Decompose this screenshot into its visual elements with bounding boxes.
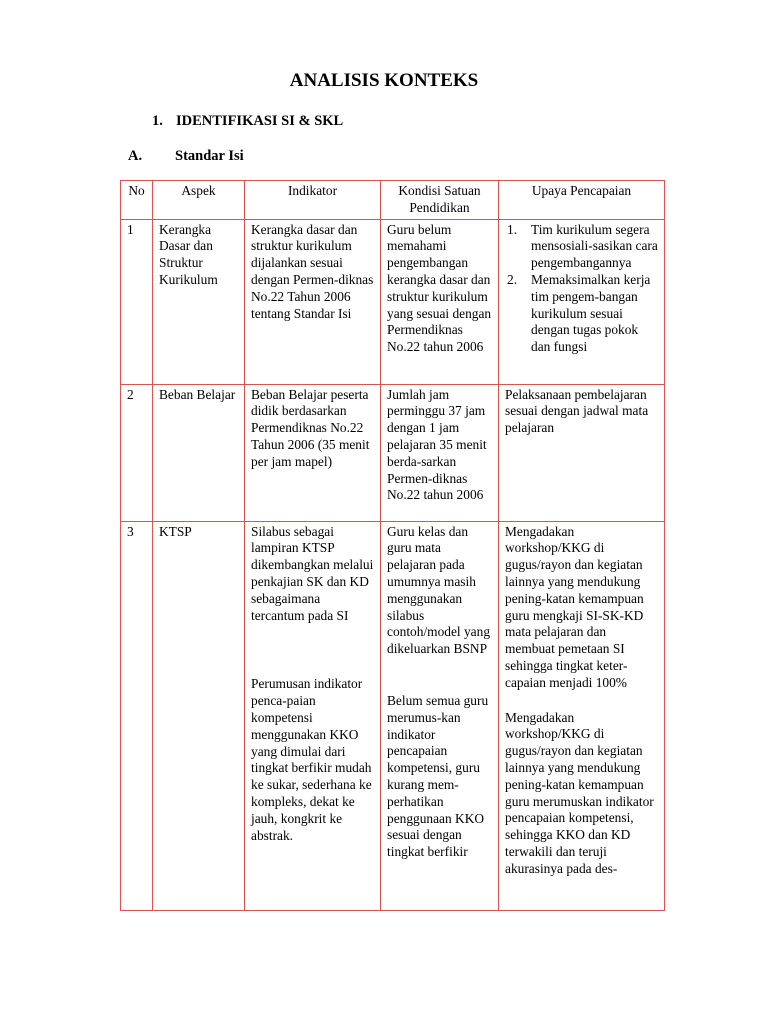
subsection-label: Standar Isi [175,148,244,164]
cell-indikator: Kerangka dasar dan struktur kurikulum dijalankan sesuai dengan Permen-diknas No.22 Tahun 2006 tentang Standar Isi [245,219,381,384]
section-label: IDENTIFIKASI SI & SKL [176,113,344,129]
cell-upaya: Pelaksanaan pembelajaran sesuai dengan jadwal mata pelajaran [499,384,665,521]
upaya-text-2: Mengadakan workshop/KKG di gugus/rayon dan kegiatan lainnya yang mendukung pening-katan kemampuan guru merumuskan indikator pencapaian kompetensi, sehingga KKO dan KD terwakili dan teruji akurasinya pada des- [505,709,654,876]
list-item [505,272,658,356]
list-item-text: Memaksimalkan kerja tim pengem-bangan kurikulum sesuai dengan tugas pokok dan fungsi [531,271,651,355]
cell-kondisi [381,521,499,910]
header-aspek: Aspek [153,181,245,220]
header-upaya: Upaya Pencapaian [499,181,665,220]
table-header-row [121,181,665,220]
cell-indikator [245,521,381,910]
cell-upaya [499,219,665,384]
cell-aspek: Beban Belajar [153,384,245,521]
list-item-number: 2. [507,271,518,287]
header-no: No [121,181,153,220]
table-row [121,219,665,384]
indikator-text-1: Silabus sebagai lampiran KTSP dikembangkan melalui penkajian SK dan KD sebagaimana tercantum pada SI [251,523,374,623]
section-number: 1. [152,113,163,129]
list-item-text: Tim kurikulum segera mensosiali-sasikan cara pengembangannya [531,221,658,271]
standar-isi-table [120,180,665,911]
upaya-list [505,222,658,356]
indikator-text-2: Perumusan indikator penca-paian kompetensi menggunakan KKO yang dimulai dari tingkat berfikir mudah ke sukar, sederhana ke kompleks, dekat ke jauh, kongkrit ke abstrak. [251,676,372,843]
cell-upaya [499,521,665,910]
cell-indikator: Beban Belajar peserta didik berdasarkan Permendiknas No.22 Tahun 2006 (35 menit per jam mapel) [245,384,381,521]
upaya-text-1: Mengadakan workshop/KKG di gugus/rayon dan kegiatan lainnya yang mendukung pening-katan kemampuan guru mengkaji SI-SK-KD mata pelajaran dan membuat pemetaan SI sehingga tingkat keter-capaian menjadi 100% [505,523,644,690]
cell-kondisi: Guru belum memahami pengembangan kerangka dasar dan struktur kurikulum yang sesuai dengan Permendiknas No.22 tahun 2006 [381,219,499,384]
document-title: ANALISIS KONTEKS [289,70,479,91]
cell-aspek: Kerangka Dasar dan Struktur Kurikulum [153,219,245,384]
cell-no: 3 [121,521,153,910]
cell-no: 1 [121,219,153,384]
subsection-heading-a [128,148,244,165]
header-kondisi: Kondisi Satuan Pendidikan [381,181,499,220]
paragraph-gap [505,692,658,710]
list-item [505,222,658,272]
subsection-letter: A. [128,148,143,164]
section-heading-1 [152,113,343,130]
paragraph-gap [387,658,492,693]
table-row [121,384,665,521]
kondisi-text-1: Guru kelas dan guru mata pelajaran pada umumnya masih menggunakan silabus contoh/model yang dikeluarkan BSNP [387,523,491,657]
paragraph-gap [251,624,374,676]
list-item-number: 1. [507,221,518,237]
table-row [121,521,665,910]
cell-aspek: KTSP [153,521,245,910]
kondisi-text-2: Belum semua guru merumus-kan indikator pencapaian kompetensi, guru kurang mem-perhatikan penggunaan KKO sesuai dengan tingkat berfikir [387,692,489,860]
cell-kondisi: Jumlah jam perminggu 37 jam dengan 1 jam pelajaran 35 menit berda-sarkan Permen-diknas No.22 tahun 2006 [381,384,499,521]
header-indikator: Indikator [245,181,381,220]
cell-no: 2 [121,384,153,521]
